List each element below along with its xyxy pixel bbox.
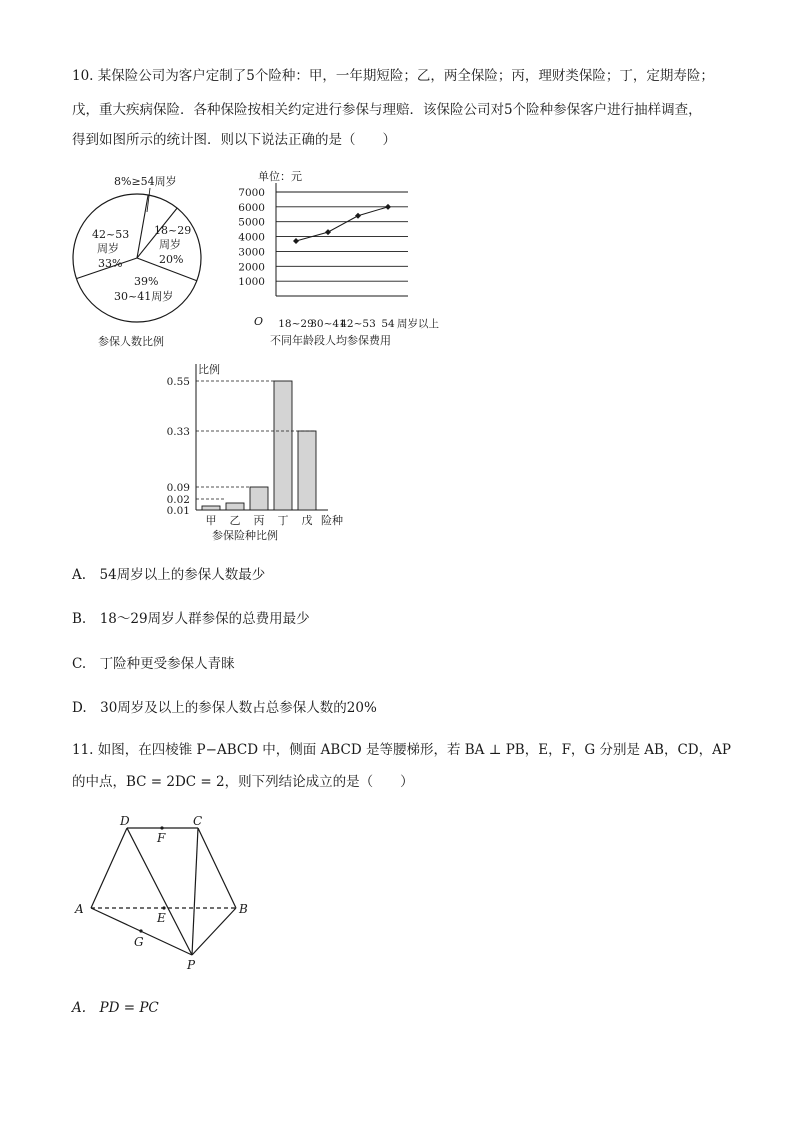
line-chart-ytick-6000: 6000 [238, 201, 265, 214]
edge-ad [91, 828, 127, 908]
bar-chart-xlabel: 险种 [321, 514, 343, 527]
bar-1 [226, 503, 244, 510]
bar-0 [202, 506, 220, 510]
pie-label-18-29-line3: 20% [159, 253, 184, 266]
bar-chart-ytick-0.01: 0.01 [166, 505, 190, 517]
bar-chart-xtick-0: 甲 [205, 514, 217, 527]
vertex-label-e: E [157, 911, 166, 925]
vertex-label-b: B [239, 902, 248, 916]
pie-label-42-53-line2: 周岁 [97, 242, 119, 255]
q10-option-a[interactable]: A. 54周岁以上的参保人数最少 [72, 567, 266, 583]
vertex-label-d: D [120, 814, 130, 828]
vertex-label-a: A [75, 902, 84, 916]
q10-option-b[interactable]: B. 18～29周岁人群参保的总费用最少 [72, 611, 310, 627]
line-chart-point-3 [385, 204, 391, 210]
bar-chart-xtick-1: 乙 [229, 514, 241, 527]
vertex-label-f: F [157, 831, 166, 845]
line-chart-point-2 [355, 213, 361, 219]
line-chart-xtick-3: 54 [381, 318, 395, 330]
point-e [162, 906, 165, 909]
line-chart-title: 不同年龄段人均参保费用 [270, 334, 391, 347]
bar-chart-xtick-3: 丁 [277, 514, 289, 527]
q10-line-1: 10. 某保险公司为客户定制了5个险种：甲，一年期短险；乙，两全保险；丙，理财类保险；丁，定期寿险； [72, 68, 714, 84]
pyramid-diagram [70, 810, 260, 975]
line-chart-point-1 [325, 229, 331, 235]
q10-option-c[interactable]: C. 丁险种更受参保人青睐 [72, 656, 235, 672]
pie-label-42-53-line3: 33% [98, 257, 123, 270]
line-chart [232, 165, 462, 353]
line-chart-xtick-1: 30~41 [310, 318, 346, 330]
bar-chart-ytick-0.09: 0.09 [166, 482, 190, 494]
bar-chart [160, 358, 360, 548]
vertex-label-p: P [187, 958, 196, 972]
line-chart-xtick-0: 18~29 [278, 318, 314, 330]
vertex-label-g: G [134, 935, 144, 949]
line-chart-ytick-2000: 2000 [238, 261, 265, 274]
bar-chart-ytick-0.33: 0.33 [166, 426, 190, 438]
pie-chart-title: 参保人数比例 [98, 335, 164, 348]
edge-cp [192, 828, 198, 955]
bar-chart-ylabel: 比例 [198, 363, 220, 376]
vertex-label-c: C [193, 814, 203, 828]
edge-cb [198, 828, 236, 908]
line-chart-ytick-3000: 3000 [238, 246, 265, 259]
bar-chart-ytick-0.02: 0.02 [166, 494, 190, 506]
pie-label-30-41-line1: 39% [134, 275, 159, 288]
pie-label-18-29-line2: 周岁 [159, 238, 181, 251]
line-chart-x-suffix: 周岁以上 [397, 318, 439, 330]
pie-label-18-29-line1: 18~29 [154, 224, 192, 237]
line-chart-origin: O [254, 315, 264, 328]
bar-chart-title: 参保险种比例 [212, 529, 278, 542]
point-f [160, 826, 163, 829]
q11-line-2: 的中点，BC = 2DC = 2，则下列结论成立的是（ ） [72, 774, 414, 790]
bar-chart-ytick-0.55: 0.55 [166, 376, 190, 388]
q10-line-2: 戊，重大疾病保险．各种保险按相关约定进行参保与理赔．该保险公司对5个险种参保客户进行抽样调查， [72, 102, 702, 118]
bar-chart-xtick-2: 丙 [253, 514, 265, 527]
q11-line-1: 11. 如图，在四棱锥 P−ABCD 中，侧面 ABCD 是等腰梯形，若 BA ⊥ PB，E，F，G 分别是 AB，CD，AP [72, 742, 731, 758]
bar-3 [274, 381, 292, 510]
line-chart-xtick-2: 42~53 [340, 318, 376, 330]
line-chart-ytick-1000: 1000 [238, 276, 265, 289]
line-chart-series [296, 207, 388, 241]
pie-label-30-41-line2: 30~41周岁 [114, 290, 174, 303]
pie-label-42-53-line1: 42~53 [92, 228, 130, 241]
line-chart-ytick-4000: 4000 [238, 231, 265, 244]
line-chart-unit-label: 单位：元 [258, 170, 302, 183]
bar-4 [298, 431, 316, 510]
point-g [139, 929, 142, 932]
q11-option-a[interactable]: A. PD = PC [72, 1000, 159, 1016]
bar-chart-xtick-4: 戊 [301, 514, 313, 527]
line-chart-point-0 [293, 238, 299, 244]
pie-label-54-plus: 8%≥54周岁 [114, 175, 177, 188]
bar-2 [250, 487, 268, 510]
line-chart-ytick-5000: 5000 [238, 216, 265, 229]
edge-bp [192, 908, 236, 955]
q10-line-3: 得到如图所示的统计图．则以下说法正确的是（ ） [72, 132, 396, 148]
pie-chart [62, 168, 212, 353]
line-chart-ytick-7000: 7000 [238, 187, 265, 199]
q10-option-d[interactable]: D. 30周岁及以上的参保人数占总参保人数的20% [72, 700, 377, 716]
